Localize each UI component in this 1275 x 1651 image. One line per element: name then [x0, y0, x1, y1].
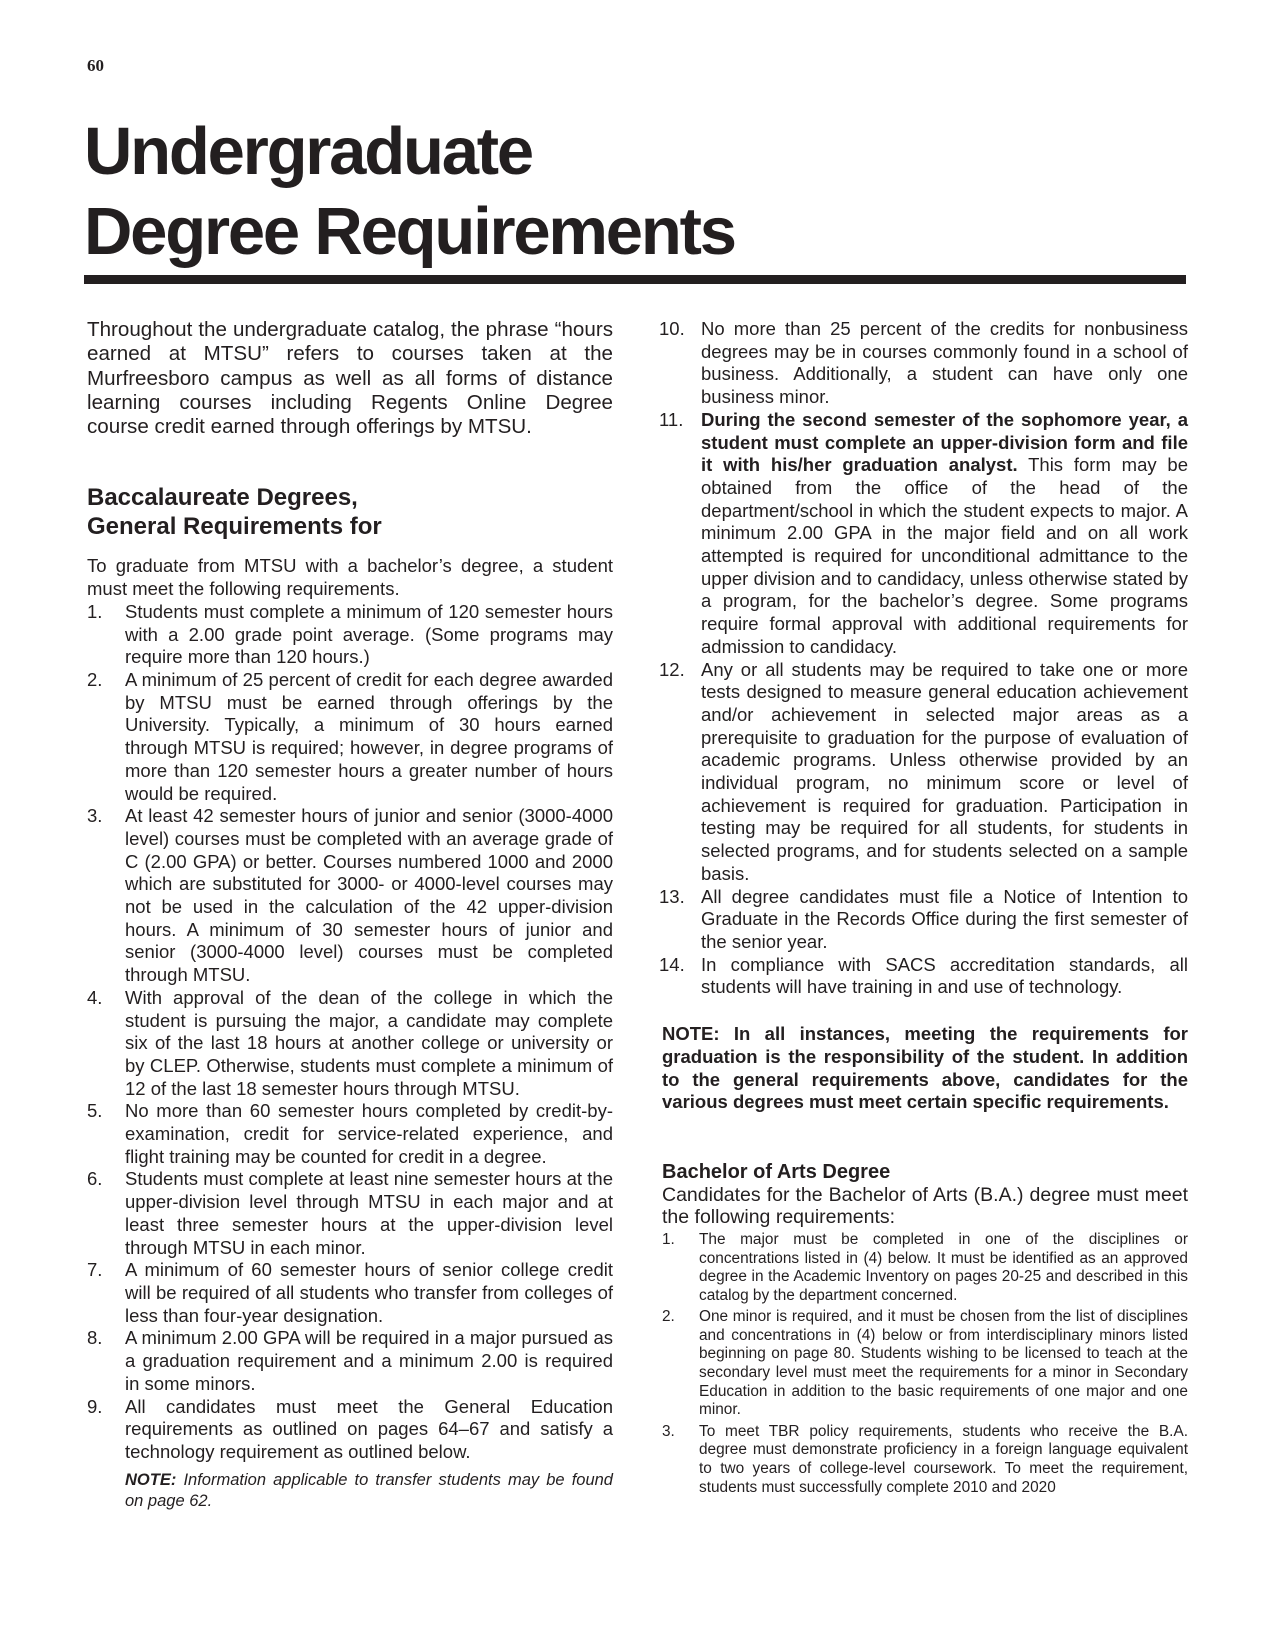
list-item-text: No more than 25 percent of the credits for nonbusiness degrees may be in courses commonly found in a school of business. Additionally, a student can have only one business minor. [701, 318, 1188, 408]
list-item-number: 1. [87, 600, 103, 622]
list-item [662, 1308, 1188, 1420]
list-item-text: Any or all students may be required to take one or more tests designed to measure general education achievement and/or achievement in selected major areas as a prerequisite to graduation for the purpose of evaluation of academic programs. Unless otherwise provided by an individual program, no minimum score or level of achievement is required for graduation. Participation in testing may be required for all students, for students in selected programs, and for students selected on a sample basis. [701, 658, 1188, 884]
ba-requirements-list [662, 1231, 1188, 1497]
list-item [659, 658, 1188, 886]
page-title-line-1: Undergraduate [84, 114, 532, 189]
intro-paragraph: Throughout the undergraduate catalog, the phrase “hours earned at MTSU” refers to courses taken at the Murfreesboro campus as well as all forms of distance learning courses including Regents Online Degree course credit earned through offerings by MTSU. [87, 318, 613, 439]
list-item-text: The major must be completed in one of the disciplines or concentrations listed in (4) below. It must be identified as an approved degree in the Academic Inventory on pages 20-25 and described in this catalog by the department concerned. [699, 1230, 1188, 1304]
graduation-note: NOTE: In all instances, meeting the requirements for graduation is the responsibility of the student. In addition to the general requirements above, candidates for the various degrees must meet certain specific requirements. [662, 1023, 1188, 1113]
right-column [659, 318, 1188, 1500]
left-column [87, 318, 613, 1512]
list-item-bold-text: During the second semester of the sophomore year, a student must complete an upper-division form and file it with his/her graduation analyst. [701, 408, 1188, 476]
list-item-number: 10. [659, 318, 685, 339]
list-item [87, 669, 613, 805]
list-item-text: A minimum of 60 semester hours of senior college credit will be required of all students who transfer from colleges of less than four-year designation. [125, 1259, 613, 1326]
list-item [87, 1327, 613, 1395]
ba-lead: Candidates for the Bachelor of Arts (B.A.) degree must meet the following requirements: [662, 1183, 1188, 1229]
list-item-number: 11. [659, 408, 684, 430]
list-item [87, 1168, 613, 1259]
list-item [659, 318, 1188, 409]
list-item-text: This form may be obtained from the office of the head of the department/school in which the student expects to major. A minimum 2.00 GPA in the major field and on all work attempted is required for unconditional admittance to the upper division and to candidacy, unless otherwise stated by a program, for the bachelor’s degree. Some programs require formal approval with additional requirements for admission to candidacy. [701, 454, 1188, 657]
list-item [659, 953, 1188, 999]
list-item-number: 7. [87, 1259, 103, 1281]
baccalaureate-lead: To graduate from MTSU with a bachelor’s degree, a student must meet the following requirements. [87, 555, 613, 600]
ba-heading: Bachelor of Arts Degree [662, 1160, 891, 1183]
list-item-text: To meet TBR policy requirements, students who receive the B.A. degree must demonstrate proficiency in a foreign language equivalent to two years of college-level coursework. To meet the requirement, students must successfully complete 2010 and 2020 [699, 1422, 1188, 1496]
list-item-number: 6. [87, 1168, 103, 1190]
list-item [87, 987, 613, 1101]
baccalaureate-heading [87, 483, 613, 541]
list-item [662, 1231, 1188, 1305]
requirements-list-left [87, 601, 613, 1464]
list-item-text: Students must complete at least nine semester hours at the upper-division level through MTSU in each major and at least three semester hours at the upper-division level through MTSU in each minor. [125, 1168, 613, 1258]
list-item-text: A minimum 2.00 GPA will be required in a major pursued as a graduation requirement and a minimum 2.00 is required in some minors. [125, 1327, 613, 1394]
page-title-line-2: Degree Requirements [84, 194, 735, 269]
list-item-text: At least 42 semester hours of junior and senior (3000-4000 level) courses must be completed with an average grade of C (2.00 GPA) or better. Courses numbered 1000 and 2000 which are substituted for 3000- or 4000-level courses may not be used in the calculation of the 42 upper-division hours. A minimum of 30 semester hours of junior and senior (3000-4000 level) courses must be completed through MTSU. [125, 805, 613, 986]
list-item-text: All candidates must meet the General Education requirements as outlined on pages 64–67 and satisfy a technology requirement as outlined below. [125, 1395, 613, 1462]
list-item-text: A minimum of 25 percent of credit for each degree awarded by MTSU must be earned through offerings by the University. Typically, a minimum of 30 hours earned through MTSU is required; however, in degree programs of more than 120 semester hours a greater number of hours would be required. [125, 669, 613, 804]
list-item-number: 13. [659, 885, 685, 907]
list-item-text: With approval of the dean of the college in which the student is pursuing the major, a candidate may complete six of the last 18 hours at another college or university or by CLEP. Otherwise, students must complete a minimum of 12 of the last 18 semester hours through MTSU. [125, 986, 613, 1099]
list-item-text: One minor is required, and it must be chosen from the list of disciplines and concentrations in (4) below or from interdisciplinary minors listed beginning on page 80. Students wishing to be licensed to teach at the secondary level must meet the requirements for a minor in Secondary Education in addition to the basic requirements of one major and one minor. [699, 1308, 1188, 1419]
list-item-number: 1. [662, 1230, 675, 1248]
list-item [87, 1259, 613, 1327]
list-item [659, 408, 1188, 659]
baccalaureate-heading-line-2: General Requirements for [87, 513, 382, 541]
list-item-text: All degree candidates must file a Notice of Intention to Graduate in the Records Office during the first semester of the senior year. [701, 885, 1188, 952]
list-item-number: 8. [87, 1327, 103, 1349]
title-rule [84, 275, 1186, 284]
transfer-note-label: NOTE: [125, 1470, 177, 1489]
baccalaureate-heading-line-1: Baccalaureate Degrees, [87, 484, 358, 512]
list-item [659, 885, 1188, 954]
list-item-number: 5. [87, 1100, 103, 1122]
list-item-number: 12. [659, 658, 685, 680]
list-item-number: 2. [662, 1308, 675, 1326]
list-item [87, 805, 613, 987]
list-item-text: No more than 60 semester hours completed by credit-by-examination, credit for service-related experience, and flight training may be counted for credit in a degree. [125, 1100, 613, 1167]
page-title [84, 112, 735, 272]
list-item-number: 2. [87, 669, 103, 690]
list-item-number: 14. [659, 953, 685, 975]
list-item-number: 3. [87, 805, 103, 827]
list-item [662, 1423, 1188, 1497]
list-item-number: 9. [87, 1395, 103, 1417]
list-item [87, 1396, 613, 1464]
transfer-note [87, 1470, 613, 1512]
transfer-note-text: Information applicable to transfer students may be found on page 62. [125, 1470, 613, 1510]
requirements-list-right [659, 318, 1188, 999]
list-item [87, 1100, 613, 1168]
list-item-text: Students must complete a minimum of 120 semester hours with a 2.00 grade point average. (Some programs may require more than 120 hours.) [125, 600, 613, 668]
list-item-number: 3. [662, 1422, 675, 1440]
list-item [87, 601, 613, 669]
list-item-number: 4. [87, 986, 103, 1008]
page-number: 60 [87, 56, 104, 75]
list-item-text: In compliance with SACS accreditation standards, all students will have training in and use of technology. [701, 953, 1188, 998]
